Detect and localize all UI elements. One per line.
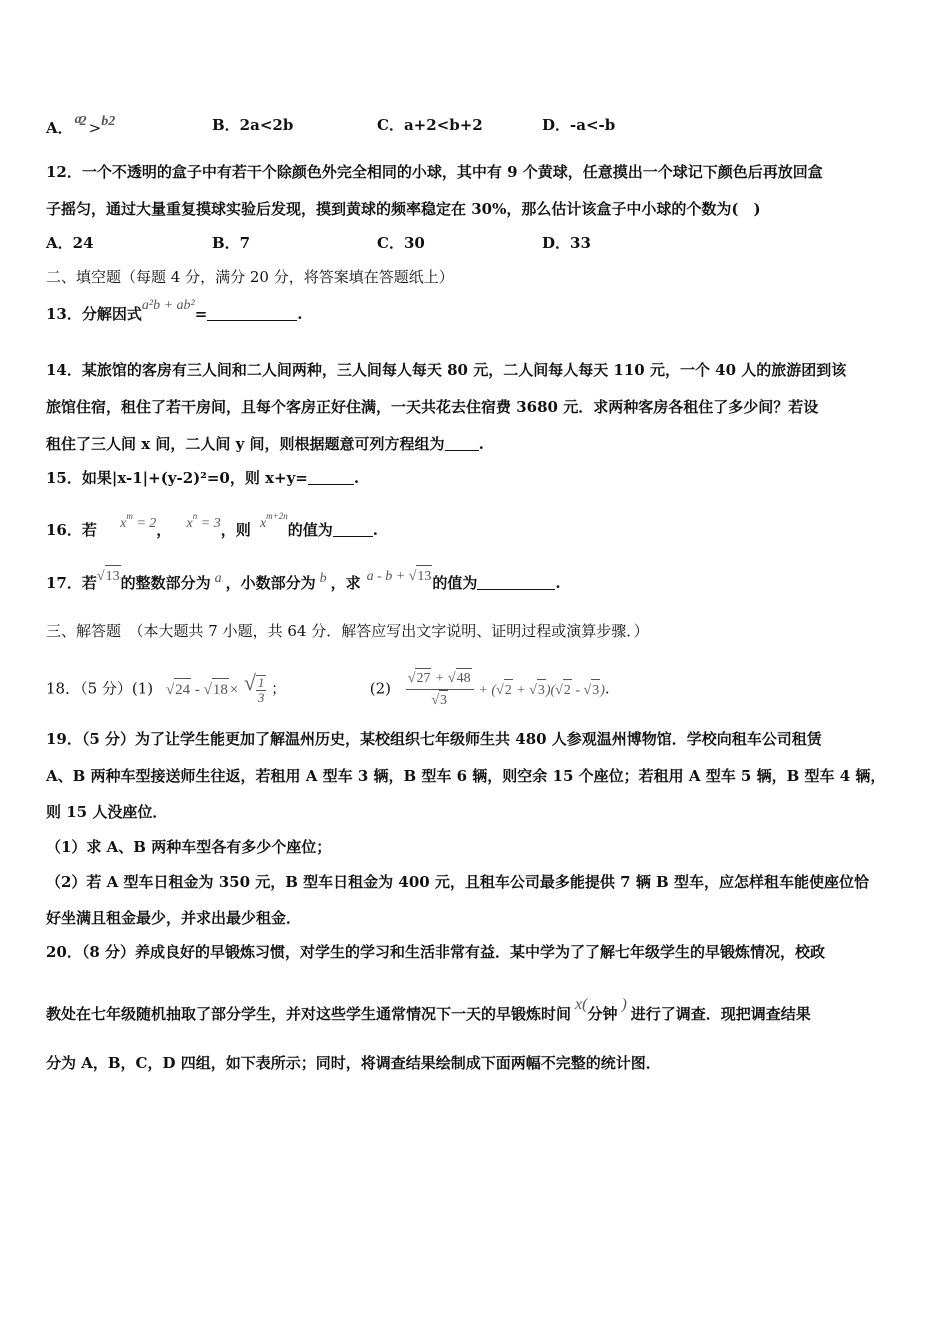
q12-option-b: B．7 bbox=[212, 234, 251, 252]
q20-line1: 20．（8 分）养成良好的早锻炼习惯，对学生的学习和生活非常有益．某中学为了了解七年级学生的早锻炼情况，校政 bbox=[46, 943, 826, 961]
q15: 15．如果|x-1|+(y-2)²=0，则 x+y= . bbox=[46, 469, 360, 487]
option-b: B．2a<2b bbox=[212, 116, 294, 134]
q17: 17．若√13的整数部分为 a ，小数部分为 b ，求 a - b + √13的值为 . bbox=[46, 572, 561, 596]
section-2-title: 二、填空题（每题 4 分，满分 20 分，将答案填在答题纸上） bbox=[46, 268, 454, 286]
q12-option-c: C．30 bbox=[377, 234, 425, 252]
q15-answer-blank[interactable] bbox=[308, 468, 354, 485]
q19-line1: 19．（5 分）为了让学生能更加了解温州历史，某校组织七年级师生共 480 人参观温州博物馆．学校向租车公司租赁 bbox=[46, 730, 822, 748]
q20-line2: 教处在七年级随机抽取了部分学生，并对这些学生通常情况下一天的早锻炼时间x(分钟)进行了调查．现把调查结果 bbox=[46, 996, 811, 1023]
q16: 16．若 $x^m = 2$， $x^n = 3$，则 $x^{m+2n}$的值为 . bbox=[46, 511, 378, 539]
q18: 18．（5 分）(1) $√24 - √18\times √\frac{1}{3}$ ； (2) $\frac{√27 + √48}{√3}$ + (√2 + √3)(√2 - √3). bbox=[46, 668, 610, 711]
q19-line3: 则 15 人没座位． bbox=[46, 803, 168, 821]
q14-line3: 租住了三人间 x 间，二人间 y 间，则根据题意可列方程组为 . bbox=[46, 435, 484, 453]
q20-line3: 分为 A，B，C，D 四组，如下表所示；同时，将调查结果绘制成下面两幅不完整的统计图． bbox=[46, 1054, 661, 1072]
section-3-title: 三、解答题 （本大题共 7 小题，共 64 分．解答应写出文字说明、证明过程或演算步骤．） bbox=[46, 622, 649, 640]
option-d: D．-a<-b bbox=[542, 116, 616, 134]
q12-option-d: D．33 bbox=[542, 234, 591, 252]
option-a: A． $a^2 >b^2$ bbox=[46, 112, 116, 137]
q13: 13．分解因式a²b + ab²= . bbox=[46, 298, 303, 323]
q19-sub2-line1: （2）若 A 型车日租金为 350 元，B 型车日租金为 400 元，且租车公司最多能提供 7 辆 B 型车，应怎样租车能使座位恰 bbox=[46, 873, 869, 891]
q16-answer-blank[interactable] bbox=[333, 520, 373, 537]
q19-sub1: （1）求 A、B 两种车型各有多少个座位； bbox=[46, 838, 332, 856]
q19-line2: A、B 两种车型接送师生往返，若租用 A 型车 3 辆，B 型车 6 辆，则空余 15 个座位；若租用 A 型车 5 辆，B 型车 4 辆， bbox=[46, 767, 886, 785]
q13-answer-blank[interactable] bbox=[207, 304, 297, 321]
q14-line2: 旅馆住宿，租住了若干房间，且每个客房正好住满，一天共花去住宿费 3680 元．求两种客房各租住了多少间？若设 bbox=[46, 398, 819, 416]
q12-line2: 子摇匀，通过大量重复摸球实验后发现，摸到黄球的频率稳定在 30%，那么估计该盒子中小球的个数为( ) bbox=[46, 200, 761, 218]
q12-line1: 12．一个不透明的盒子中有若干个除颜色外完全相同的小球，其中有 9 个黄球，任意摸出一个球记下颜色后再放回盒 bbox=[46, 163, 823, 181]
option-c: C．a+2<b+2 bbox=[377, 116, 483, 134]
q12-option-a: A．24 bbox=[46, 234, 94, 252]
q14-line1: 14．某旅馆的客房有三人间和二人间两种，三人间每人每天 80 元，二人间每人每天 110 元，一个 40 人的旅游团到该 bbox=[46, 361, 847, 379]
q19-sub2-line2: 好坐满且租金最少，并求出最少租金． bbox=[46, 909, 302, 927]
q14-answer-blank[interactable] bbox=[445, 434, 479, 451]
q17-answer-blank[interactable] bbox=[477, 573, 555, 590]
